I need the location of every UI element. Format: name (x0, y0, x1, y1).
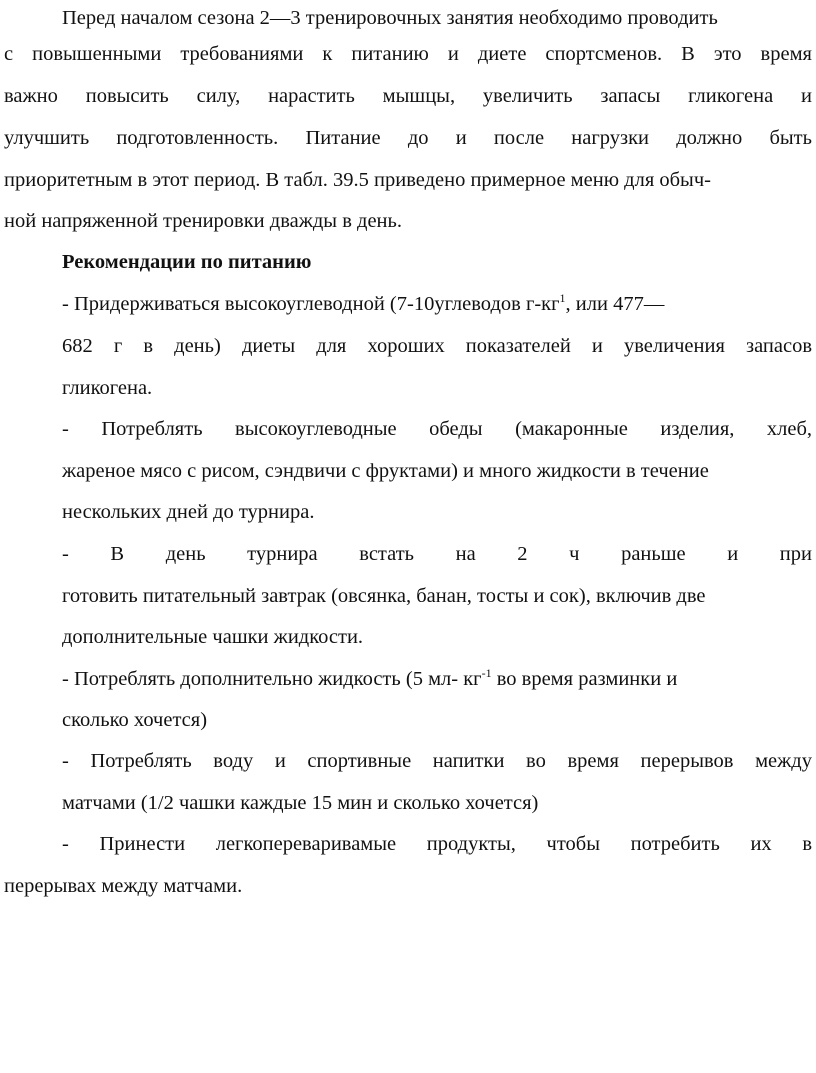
item-3-line-3: дополнительные чашки жидкости. (62, 626, 364, 648)
item-4-text: - Потреблять дополнительно жидкость (5 мл- кг (62, 668, 482, 690)
intro-line-6: ной напряженной тренировки дважды в день. (4, 210, 402, 232)
item-4-superscript: -1 (481, 666, 492, 680)
intro-line-5: приоритетным в этот период. В табл. 39.5 приведено примерное меню для обыч- (4, 169, 711, 191)
item-1-line-2: 682 г в день) диеты для хороших показателей и увеличения запасов (62, 335, 812, 357)
item-2-line-2: жареное мясо с рисом, сэндвичи с фруктами) и много жидкости в течение (62, 460, 709, 482)
intro-line-3: важно повысить силу, нарастить мышцы, увеличить запасы гликогена и (4, 85, 812, 107)
item-6-line-1: - Принести легкопереваривамые продукты, чтобы потребить их в (62, 833, 812, 855)
item-4-line-1 (62, 667, 812, 691)
intro-line-1: Перед началом сезона 2—3 тренировочных занятия необходимо проводить (62, 7, 718, 29)
intro-line-4: улучшить подготовленность. Питание до и после нагрузки должно быть (4, 127, 812, 149)
intro-line-2: с повышенными требованиями к питанию и диете спортсменов. В это время (4, 43, 812, 65)
item-1-line-3: гликогена. (62, 377, 153, 399)
item-1-text: - Придерживаться высокоуглеводной (7-10углеводов г-кг (62, 293, 560, 315)
item-3-line-1: - В день турнира встать на 2 ч раньше и при (62, 543, 812, 565)
item-1-superscript: 1 (559, 291, 566, 305)
item-1-text-end: , или 477— (565, 293, 665, 315)
item-5-line-2: матчами (1/2 чашки каждые 15 мин и сколько хочется) (62, 792, 539, 814)
section-heading: Рекомендации по питанию (62, 251, 312, 273)
item-6-line-2: перерывах между матчами. (4, 875, 243, 897)
item-3-line-2: готовить питательный завтрак (овсянка, банан, тосты и сок), включив две (62, 585, 706, 607)
item-2-line-3: нескольких дней до турнира. (62, 501, 315, 523)
item-4-text-end: во время разминки и (491, 668, 678, 690)
item-1-line-1 (62, 292, 812, 316)
item-2-line-1: - Потреблять высокоуглеводные обеды (макаронные изделия, хлеб, (62, 418, 812, 440)
item-4-line-2: сколько хочется) (62, 709, 208, 731)
item-5-line-1: - Потреблять воду и спортивные напитки во время перерывов между (62, 750, 812, 772)
